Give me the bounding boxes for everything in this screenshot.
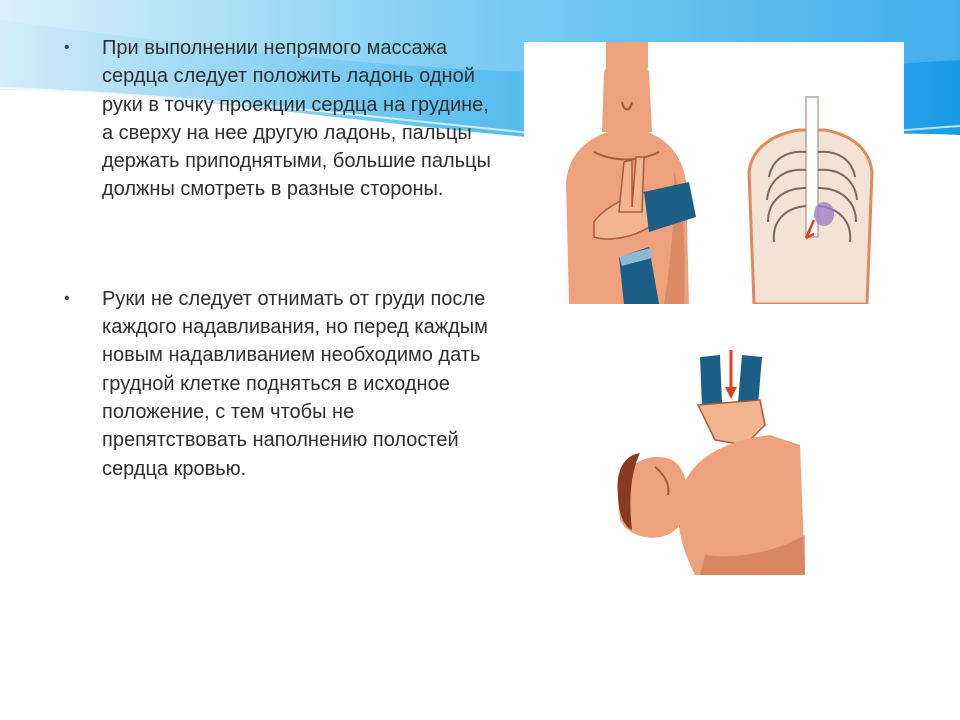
bullet-item-hand-placement xyxy=(62,34,502,204)
bullet-text: При выполнении непрямого массажа сердца следует положить ладонь одной руки в точку проекции сердца на грудине, а сверху на нее другую ладонь, пальцы держать приподнятыми, большие пальцы должны смотреть в разные стороны. xyxy=(102,37,491,201)
arm-left xyxy=(700,355,722,407)
arm-right xyxy=(738,355,762,405)
heart-area xyxy=(814,202,834,226)
compression-illustration xyxy=(610,345,810,580)
hand-placement-illustration xyxy=(524,42,904,304)
bullet-dot-icon: • xyxy=(64,289,70,307)
bullet-item-chest-recoil xyxy=(62,285,502,483)
bullet-list xyxy=(62,34,502,483)
bullet-text: Руки не следует отнимать от груди после каждого надавливания, но перед каждым новым надавливанием необходимо дать грудной клетке подняться в исходное положение, с тем чтобы не препятствовать наполнению полостей сердца кровью. xyxy=(102,287,488,480)
bullet-dot-icon: • xyxy=(64,39,70,56)
